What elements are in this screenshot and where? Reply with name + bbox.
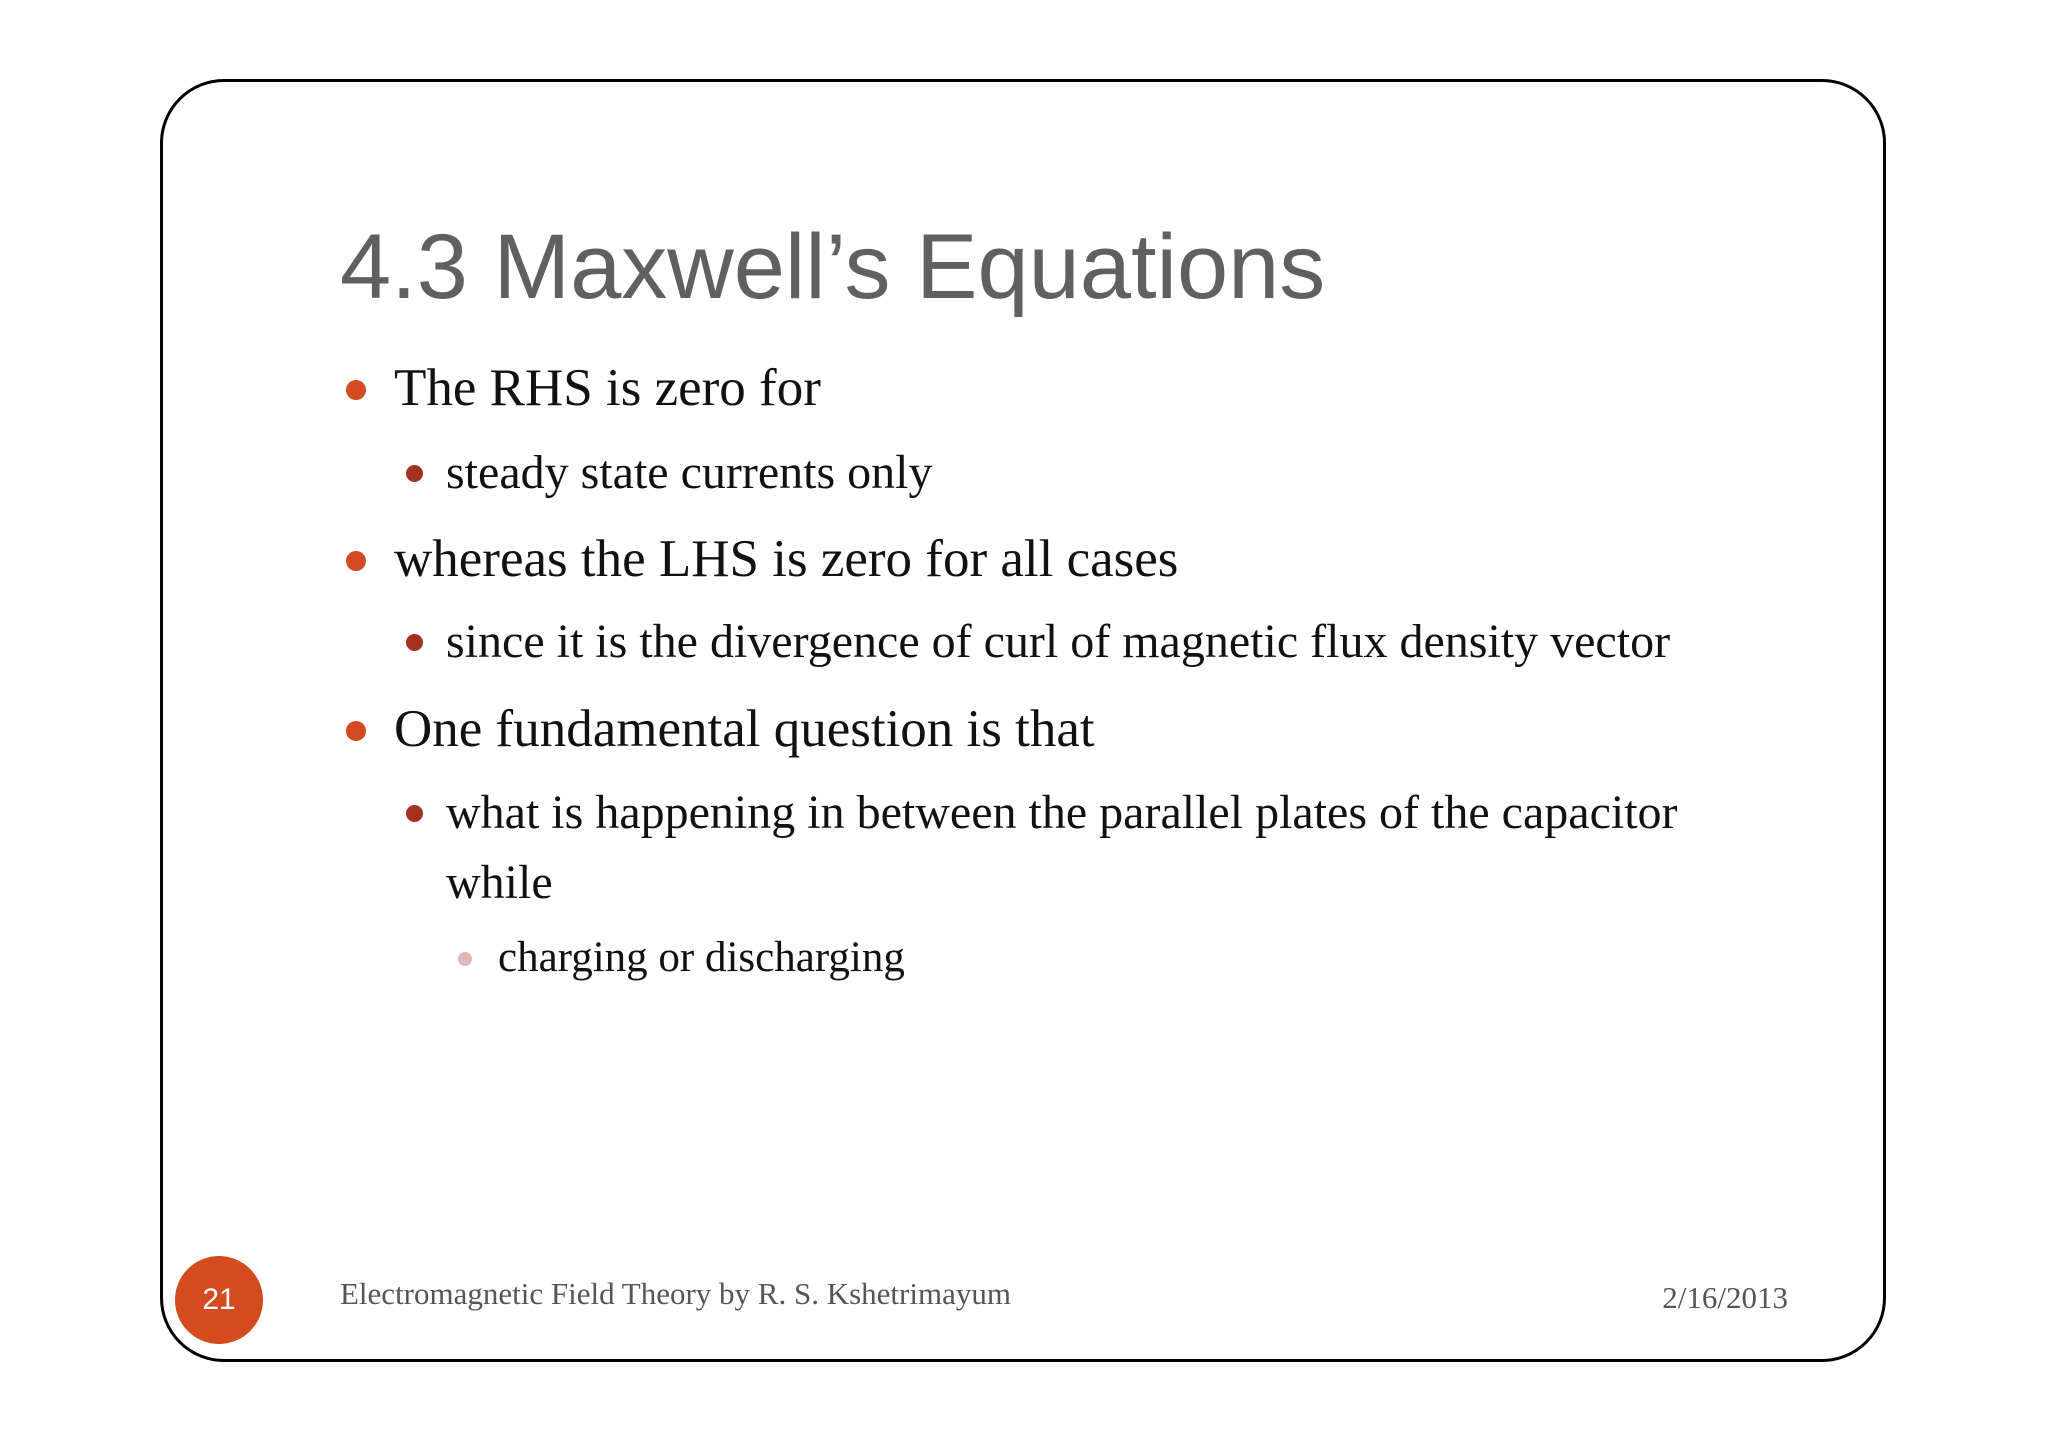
sub-bullet-item — [446, 439, 933, 507]
bullet-text: whereas the LHS is zero for all cases — [394, 530, 1179, 588]
bullet-text: while — [446, 856, 553, 909]
bullet-dot-icon — [346, 380, 366, 400]
footer-date: 2/16/2013 — [1662, 1280, 1788, 1315]
bullet-dot-icon — [406, 634, 423, 651]
bullet-item — [394, 355, 821, 421]
page-number-badge: 21 — [175, 1256, 263, 1344]
bullet-dot-icon — [406, 465, 423, 482]
sub-bullet-continuation — [446, 849, 553, 917]
sub-bullet-item — [446, 779, 1678, 847]
bullet-text: steady state currents only — [446, 446, 933, 499]
bullet-dot-icon — [458, 952, 472, 966]
bullet-item — [394, 696, 1095, 762]
bullet-dot-icon — [346, 721, 366, 741]
bullet-text: One fundamental question is that — [394, 700, 1095, 758]
bullet-text: charging or discharging — [498, 934, 905, 981]
bullet-text: what is happening in between the parallel plates of the capacitor — [446, 786, 1678, 839]
bullet-text: since it is the divergence of curl of magnetic flux density vector — [446, 615, 1671, 668]
footer-text: Electromagnetic Field Theory by R. S. Kshetrimayum — [340, 1276, 1011, 1311]
sub-bullet-item — [446, 608, 1670, 676]
bullet-dot-icon — [406, 805, 423, 822]
bullet-dot-icon — [346, 551, 366, 571]
bullet-item — [394, 526, 1178, 592]
slide-title: 4.3 Maxwell’s Equations — [340, 216, 1326, 318]
bullet-text: The RHS is zero for — [394, 359, 821, 417]
sub-sub-bullet-item — [498, 930, 905, 986]
